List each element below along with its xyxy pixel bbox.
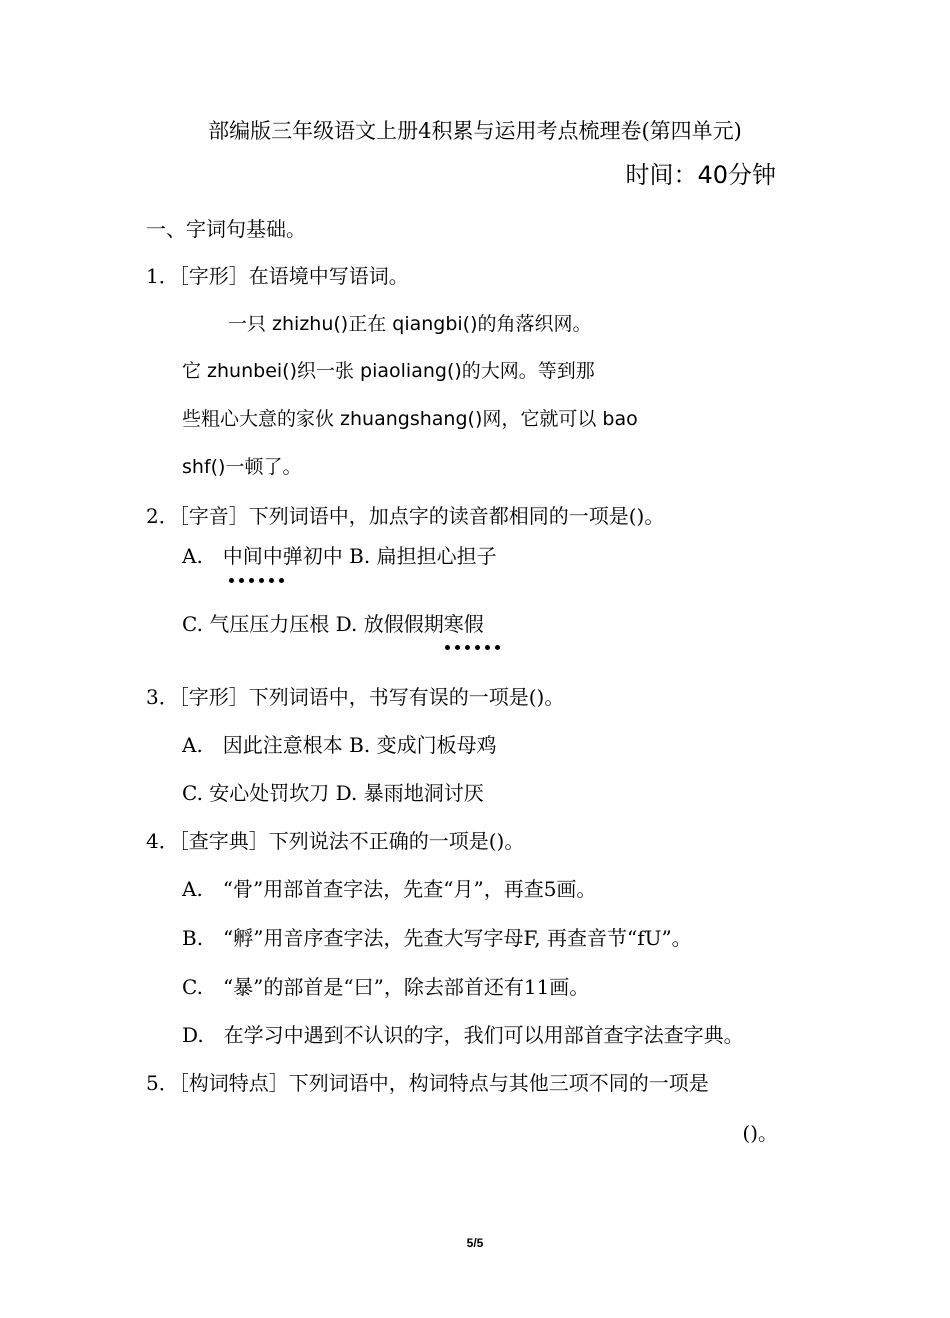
question-1-line-4: shf()一顿了。 [182,456,302,478]
question-5-heading: 5．［构词特点］下列词语中，构词特点与其他三项不同的一项是 [146,1071,709,1095]
question-4-heading: 4．［查字典］下列说法不正确的一项是()。 [146,829,525,853]
time-limit: 时间：40分钟 [625,161,776,189]
question-1-line-2: 它 zhunbei()织一张 piaoliang()的大网。等到那 [182,360,595,382]
question-1-line-3: 些粗心大意的家伙 zhuangshang()网，它就可以 bao [182,408,638,430]
question-2-heading: 2．［字音］下列词语中，加点字的读音都相同的一项是()。 [146,504,665,528]
question-4-option-b: B. “孵”用音序查字法，先查大写字母F, 再查音节“fU”。 [182,926,692,950]
section-heading: 一、字词句基础。 [146,217,306,241]
emphasis-dots-a [229,578,284,583]
question-3-option-c: C. 安心处罚坎刀 D. 暴雨地洞讨厌 [182,781,484,805]
question-2-option-c: C. 气压压力压根 D. 放假假期寒假 [182,612,484,636]
question-5-answer-blank: ()。 [742,1121,778,1145]
question-1-heading: 1．［字形］在语境中写语词。 [146,264,409,288]
emphasis-dots-d [445,645,500,650]
question-3-option-a: A. 因此注意根本 B. 变成门板母鸡 [182,733,497,757]
page-number: 5/5 [466,1236,484,1250]
question-4-option-c: C. “暴”的部首是“曰”，除去部首还有11画。 [182,975,590,999]
question-1-line-1: 一只 zhizhu()正在 qiangbi()的角落织网。 [228,313,592,335]
document-title: 部编版三年级语文上册4积累与运用考点梳理卷(第四单元) [208,119,742,143]
question-4-option-d: D. 在学习中遇到不认识的字，我们可以用部首查字法查字典。 [182,1023,744,1047]
question-3-heading: 3．［字形］下列词语中，书写有误的一项是()。 [146,685,565,709]
question-4-option-a: A. “骨”用部首查字法，先查“月”，再查5画。 [182,877,597,901]
question-2-option-a: A. 中间中弹初中 B. 扁担担心担子 [182,544,497,568]
